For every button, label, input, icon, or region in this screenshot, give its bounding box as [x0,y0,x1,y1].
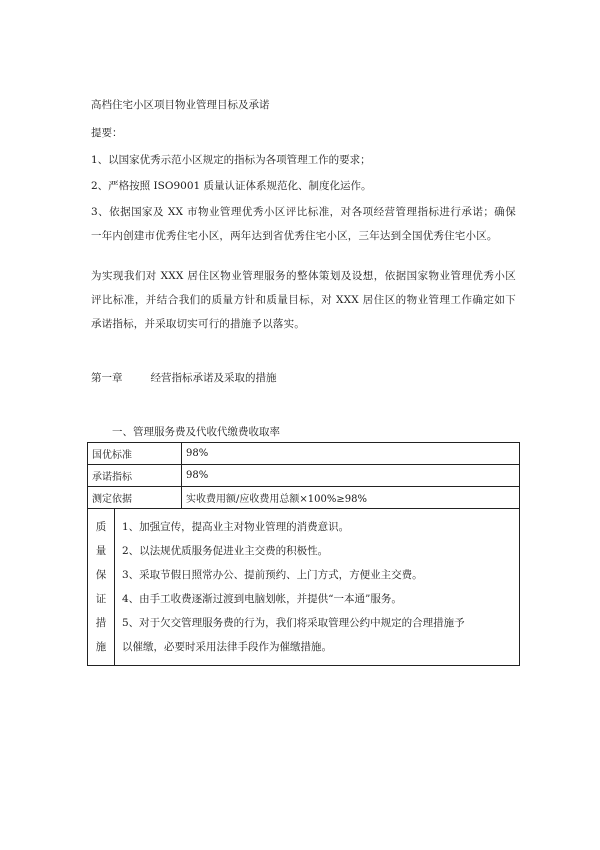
row-value: 实收费用额/应收费用总额×100%≥98% [182,487,520,509]
intro-paragraph: 为实现我们对 XXX 居住区物业管理服务的整体策划及设想，依据国家物业管理优秀小区评比标准，并结合我们的质量方针和质量目标，对 XXX 居住区的物业管理工作确定如下承诺指标，并采取切实可行的措施予以落实。 [91,270,516,330]
list-item: 5、对于欠交管理服务费的行为，我们将采取管理公约中规定的合理措施予 [122,617,465,629]
summary-point-2: 2、严格按照 ISO9001 质量认证体系规范化、制度化运作。 [91,180,372,192]
row-value: 98% [182,465,520,487]
chapter-heading [91,371,277,385]
summary-point-1: 1、以国家优秀示范小区规定的指标为各项管理工作的要求； [91,154,371,166]
section-title: 一、管理服务费及代收代缴费收取率 [112,426,280,438]
document-title: 高档住宅小区项目物业管理目标及承诺 [91,99,270,111]
fee-collection-table [87,442,520,666]
table-row [88,487,520,509]
chapter-title: 经营指标承诺及采取的措施 [150,372,277,384]
table-row [88,465,520,487]
measures-row [88,509,520,666]
table-row [88,443,520,465]
summary-label: 提要： [91,127,123,139]
row-label: 国优标准 [88,443,182,465]
label-char: 施 [95,641,107,653]
summary-point-3: 3、依据国家及 XX 市物业管理优秀小区评比标准，对各项经营管理指标进行承诺；确保一年内创建市优秀住宅小区，两年达到省优秀住宅小区，三年达到全国优秀住宅小区。 [91,206,516,242]
list-item: 1、加强宣传，提高业主对物业管理的消费意识。 [122,521,350,533]
label-char: 量 [95,545,107,557]
label-char: 证 [95,593,107,605]
label-char: 保 [95,569,107,581]
row-label: 承诺指标 [88,465,182,487]
list-item: 3、采取节假日照常办公、提前预约、上门方式，方便业主交费。 [122,569,423,581]
list-item: 4、由手工收费逐渐过渡到电脑划帐，并提供“一本通”服务。 [122,593,402,605]
list-item: 2、以法规优质服务促进业主交费的积极性。 [122,545,329,557]
chapter-number: 第一章 [91,372,123,384]
list-item: 以催缴，必要时采用法律手段作为催缴措施。 [122,641,332,653]
label-char: 质 [95,521,107,533]
row-value: 98% [182,443,520,465]
measures-label [88,509,115,665]
measures-list [115,509,465,665]
label-char: 措 [95,617,107,629]
row-label: 测定依据 [88,487,182,509]
